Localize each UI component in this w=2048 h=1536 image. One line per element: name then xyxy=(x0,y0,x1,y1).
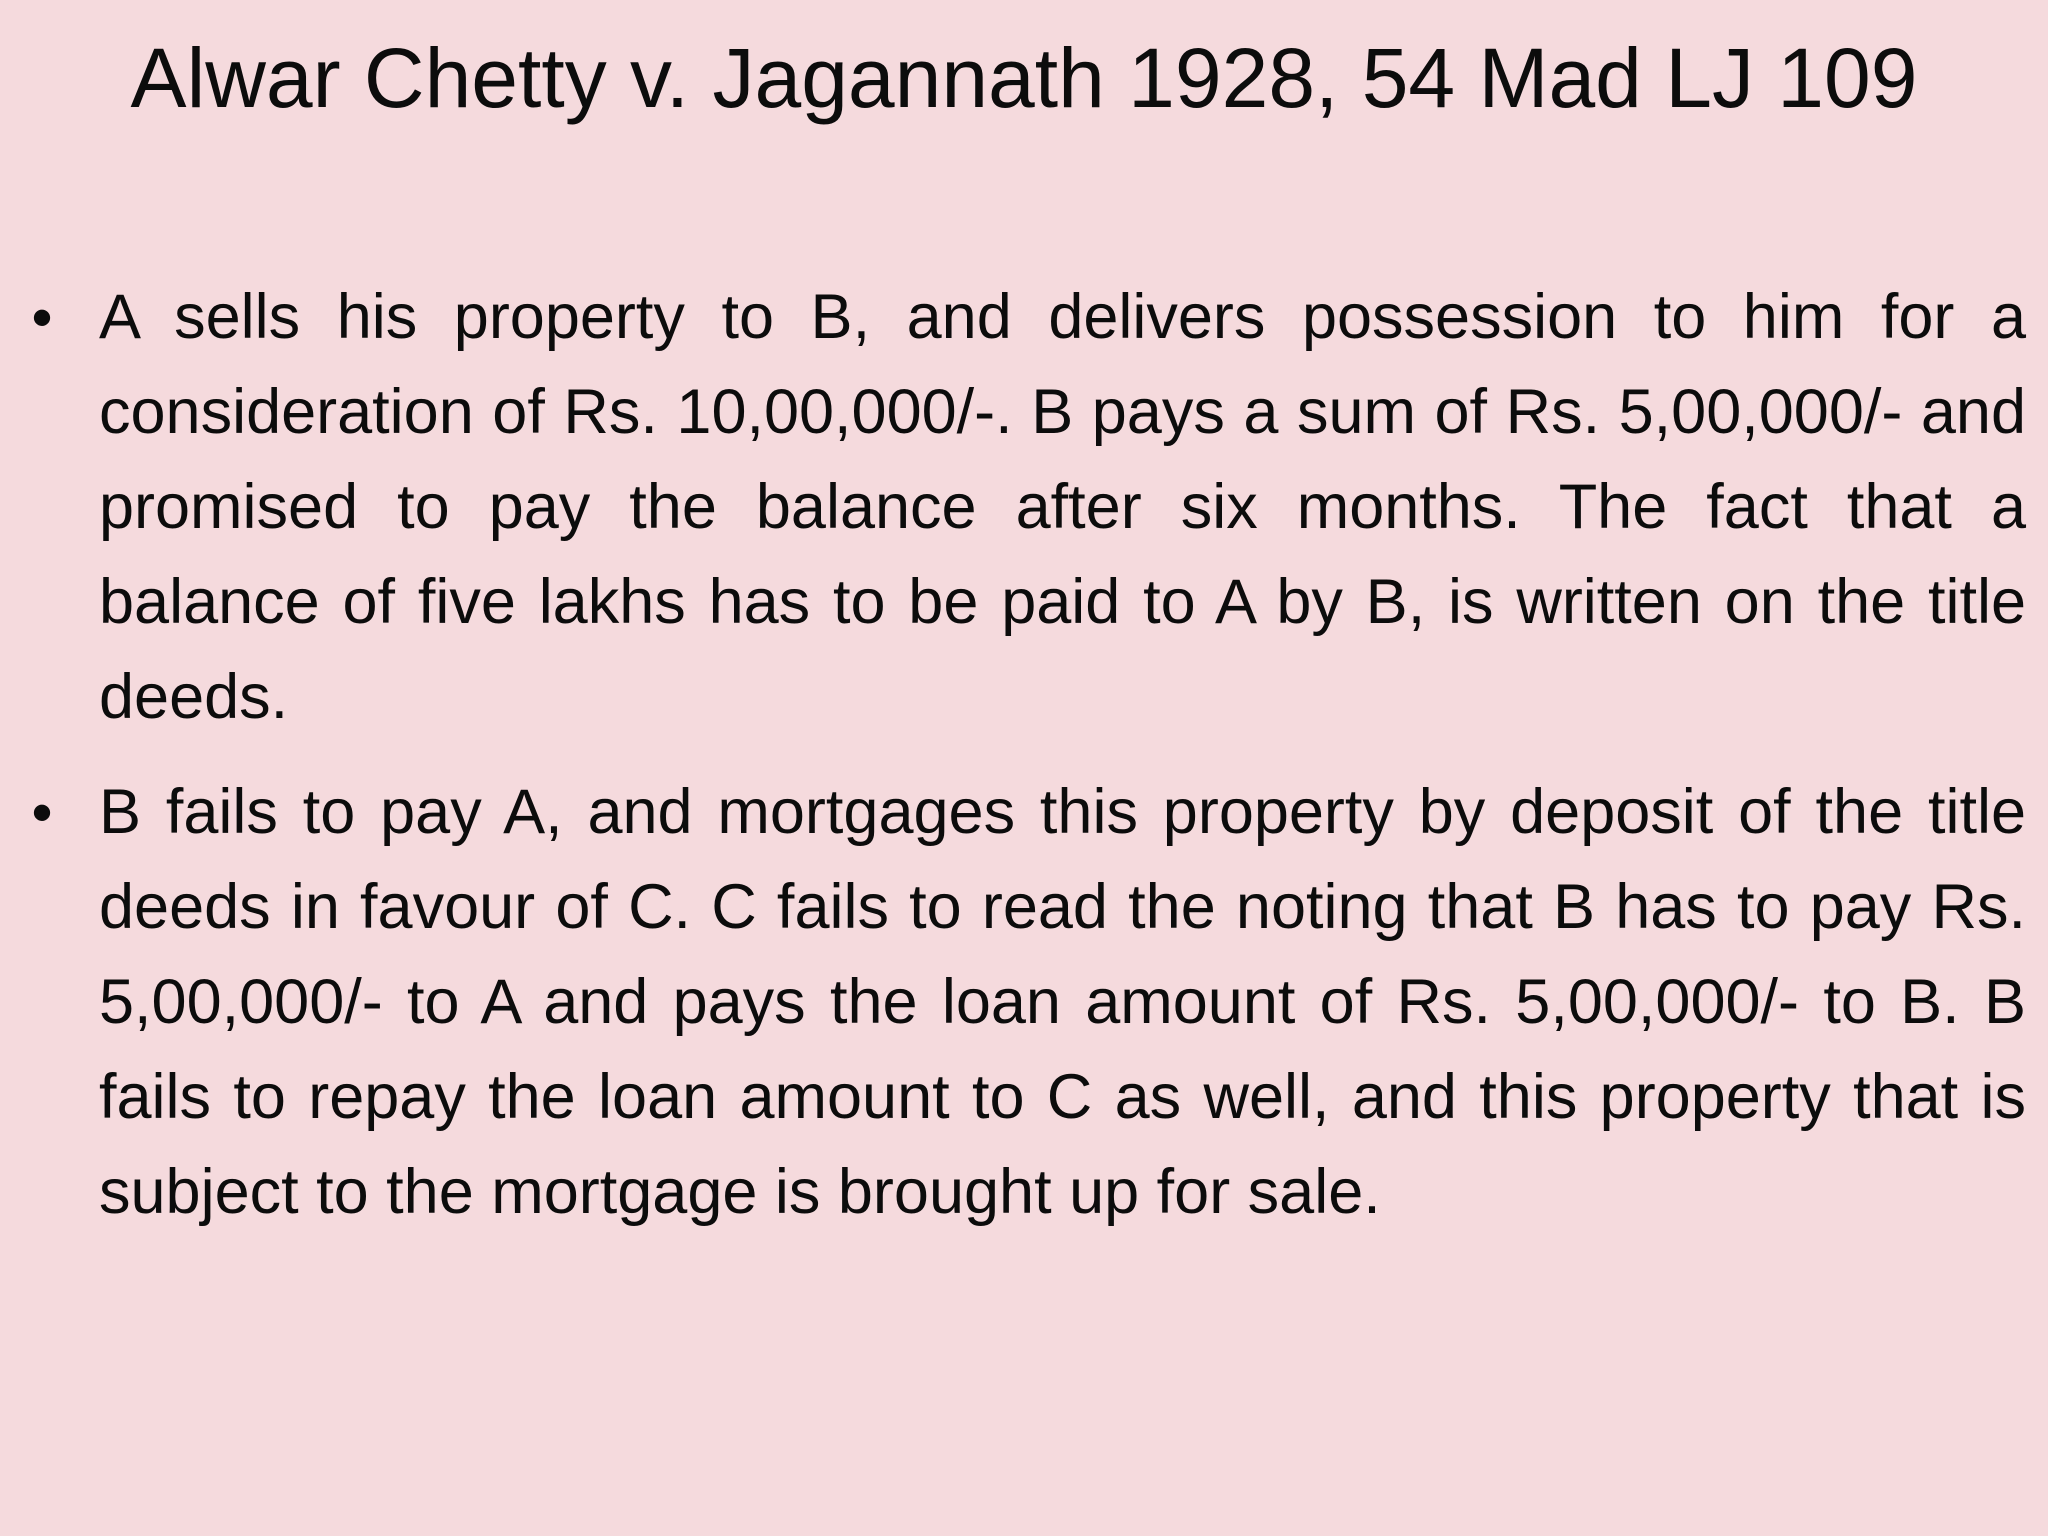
bullet-text: B fails to pay A, and mortgages this property by deposit of the title deeds in favour of C. C fails to read the noting that B has to pay Rs. 5,00,000/- to A and pays the loan amount of Rs. 5,00,000/- to B. B fails to repay the loan amount to C as well, and this property that is subject to the mortgage is brought up for sale. xyxy=(99,777,2026,1227)
bullet-list xyxy=(0,270,2048,1260)
bullet-text: A sells his property to B, and delivers possession to him for a consideration of Rs. 10,00,000/-. B pays a sum of Rs. 5,00,000/- and promised to pay the balance after six months. The fact that a balance of five lakhs has to be paid to A by B, is written on the title deeds. xyxy=(99,282,2026,732)
bullet-item xyxy=(0,765,2048,1240)
bullet-dot-icon: • xyxy=(31,779,53,846)
bullet-item xyxy=(0,270,2048,745)
slide-title: Alwar Chetty v. Jagannath 1928, 54 Mad LJ 109 xyxy=(130,31,1918,125)
bullet-dot-icon: • xyxy=(31,284,53,351)
